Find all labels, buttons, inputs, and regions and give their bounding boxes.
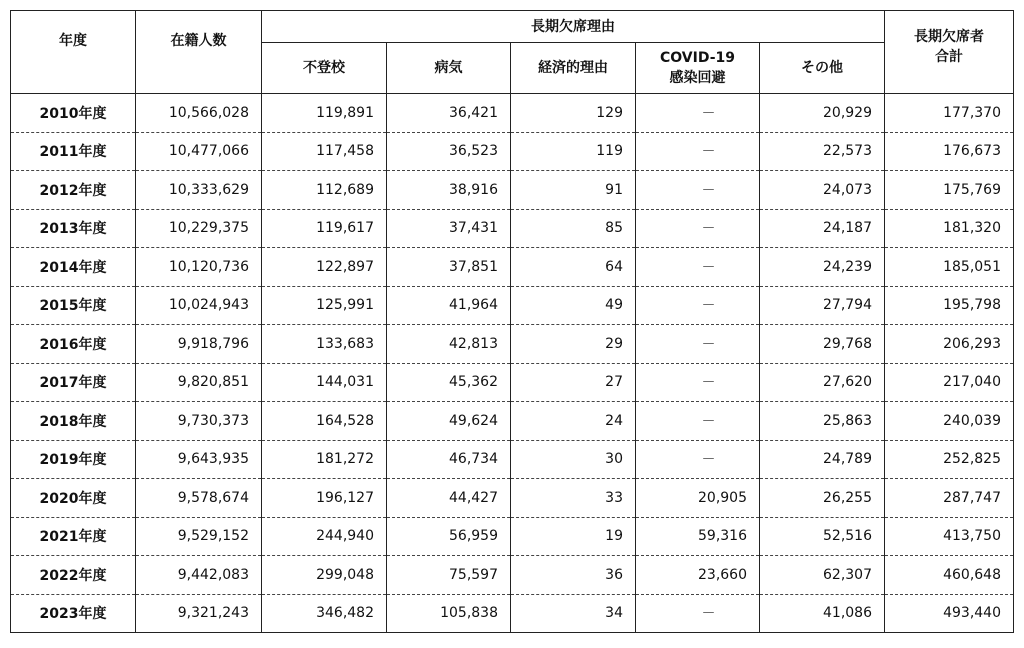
cell-other: 52,516 — [760, 517, 885, 556]
cell-enrolled: 10,229,375 — [136, 209, 262, 248]
cell-total: 206,293 — [885, 325, 1014, 364]
cell-year: 2019年度 — [11, 440, 136, 479]
cell-illness: 36,523 — [387, 132, 511, 171]
cell-enrolled: 9,442,083 — [136, 556, 262, 595]
cell-enrolled: 10,333,629 — [136, 171, 262, 210]
cell-truancy: 125,991 — [262, 286, 387, 325]
cell-total: 177,370 — [885, 94, 1014, 133]
cell-truancy: 122,897 — [262, 248, 387, 287]
cell-truancy: 181,272 — [262, 440, 387, 479]
cell-economic: 33 — [511, 479, 636, 518]
cell-economic: 91 — [511, 171, 636, 210]
cell-year: 2011年度 — [11, 132, 136, 171]
header-reason-group: 長期欠席理由 — [262, 11, 885, 43]
table-row — [11, 402, 1014, 441]
table-row — [11, 517, 1014, 556]
cell-enrolled: 9,529,152 — [136, 517, 262, 556]
cell-illness: 45,362 — [387, 363, 511, 402]
table-row — [11, 286, 1014, 325]
header-covid-line1: COVID-19 — [659, 50, 736, 66]
cell-other: 62,307 — [760, 556, 885, 595]
cell-other: 24,187 — [760, 209, 885, 248]
cell-covid: － — [636, 363, 760, 402]
cell-economic: 49 — [511, 286, 636, 325]
cell-enrolled: 9,321,243 — [136, 594, 262, 633]
cell-enrolled: 9,918,796 — [136, 325, 262, 364]
cell-truancy: 164,528 — [262, 402, 387, 441]
cell-economic: 19 — [511, 517, 636, 556]
cell-illness: 41,964 — [387, 286, 511, 325]
cell-year: 2014年度 — [11, 248, 136, 287]
cell-covid: － — [636, 132, 760, 171]
cell-illness: 37,431 — [387, 209, 511, 248]
table-row — [11, 440, 1014, 479]
cell-truancy: 119,617 — [262, 209, 387, 248]
cell-enrolled: 9,578,674 — [136, 479, 262, 518]
cell-enrolled: 9,643,935 — [136, 440, 262, 479]
table-row — [11, 556, 1014, 595]
header-enrolled: 在籍人数 — [136, 11, 262, 94]
cell-year: 2021年度 — [11, 517, 136, 556]
cell-total: 195,798 — [885, 286, 1014, 325]
header-total-line1: 長期欠席者 — [914, 29, 984, 45]
table-body — [11, 94, 1014, 633]
cell-economic: 129 — [511, 94, 636, 133]
header-covid — [636, 43, 760, 94]
cell-covid: － — [636, 171, 760, 210]
cell-economic: 64 — [511, 248, 636, 287]
cell-covid: － — [636, 402, 760, 441]
cell-total: 185,051 — [885, 248, 1014, 287]
table-row — [11, 94, 1014, 133]
header-total — [885, 11, 1014, 94]
cell-year: 2020年度 — [11, 479, 136, 518]
cell-economic: 34 — [511, 594, 636, 633]
cell-year: 2022年度 — [11, 556, 136, 595]
cell-total: 252,825 — [885, 440, 1014, 479]
cell-total: 287,747 — [885, 479, 1014, 518]
cell-illness: 46,734 — [387, 440, 511, 479]
table-row — [11, 363, 1014, 402]
cell-truancy: 112,689 — [262, 171, 387, 210]
cell-enrolled: 10,024,943 — [136, 286, 262, 325]
cell-total: 240,039 — [885, 402, 1014, 441]
cell-other: 27,620 — [760, 363, 885, 402]
header-illness: 病気 — [387, 43, 511, 94]
cell-illness: 38,916 — [387, 171, 511, 210]
cell-enrolled: 10,120,736 — [136, 248, 262, 287]
table-row — [11, 209, 1014, 248]
cell-total: 181,320 — [885, 209, 1014, 248]
cell-truancy: 299,048 — [262, 556, 387, 595]
cell-year: 2010年度 — [11, 94, 136, 133]
table-row — [11, 132, 1014, 171]
cell-illness: 105,838 — [387, 594, 511, 633]
absence-statistics-table — [10, 10, 1014, 633]
cell-enrolled: 10,566,028 — [136, 94, 262, 133]
cell-economic: 27 — [511, 363, 636, 402]
cell-truancy: 144,031 — [262, 363, 387, 402]
cell-total: 175,769 — [885, 171, 1014, 210]
cell-total: 493,440 — [885, 594, 1014, 633]
cell-economic: 29 — [511, 325, 636, 364]
cell-economic: 30 — [511, 440, 636, 479]
cell-other: 24,789 — [760, 440, 885, 479]
cell-truancy: 133,683 — [262, 325, 387, 364]
cell-illness: 44,427 — [387, 479, 511, 518]
cell-total: 217,040 — [885, 363, 1014, 402]
cell-other: 29,768 — [760, 325, 885, 364]
cell-economic: 36 — [511, 556, 636, 595]
cell-enrolled: 9,820,851 — [136, 363, 262, 402]
table-row — [11, 594, 1014, 633]
table-row — [11, 171, 1014, 210]
cell-other: 22,573 — [760, 132, 885, 171]
cell-covid: 59,316 — [636, 517, 760, 556]
cell-other: 27,794 — [760, 286, 885, 325]
cell-truancy: 346,482 — [262, 594, 387, 633]
cell-other: 26,255 — [760, 479, 885, 518]
cell-year: 2015年度 — [11, 286, 136, 325]
cell-economic: 24 — [511, 402, 636, 441]
cell-illness: 56,959 — [387, 517, 511, 556]
cell-enrolled: 10,477,066 — [136, 132, 262, 171]
table-row — [11, 248, 1014, 287]
cell-covid: 23,660 — [636, 556, 760, 595]
cell-truancy: 244,940 — [262, 517, 387, 556]
cell-year: 2012年度 — [11, 171, 136, 210]
cell-covid: － — [636, 325, 760, 364]
cell-total: 413,750 — [885, 517, 1014, 556]
cell-covid: － — [636, 440, 760, 479]
header-covid-line2: 感染回避 — [669, 70, 726, 86]
cell-illness: 75,597 — [387, 556, 511, 595]
cell-covid: － — [636, 94, 760, 133]
cell-total: 176,673 — [885, 132, 1014, 171]
cell-other: 24,239 — [760, 248, 885, 287]
cell-economic: 119 — [511, 132, 636, 171]
cell-illness: 36,421 — [387, 94, 511, 133]
cell-illness: 42,813 — [387, 325, 511, 364]
header-economic: 経済的理由 — [511, 43, 636, 94]
cell-total: 460,648 — [885, 556, 1014, 595]
cell-covid: 20,905 — [636, 479, 760, 518]
cell-covid: － — [636, 248, 760, 287]
cell-year: 2013年度 — [11, 209, 136, 248]
header-year: 年度 — [11, 11, 136, 94]
cell-year: 2017年度 — [11, 363, 136, 402]
cell-illness: 49,624 — [387, 402, 511, 441]
cell-covid: － — [636, 286, 760, 325]
cell-other: 25,863 — [760, 402, 885, 441]
header-total-line2: 合計 — [935, 49, 963, 65]
table-row — [11, 325, 1014, 364]
table-header — [11, 11, 1014, 94]
cell-truancy: 196,127 — [262, 479, 387, 518]
cell-truancy: 119,891 — [262, 94, 387, 133]
cell-enrolled: 9,730,373 — [136, 402, 262, 441]
header-other: その他 — [760, 43, 885, 94]
cell-year: 2018年度 — [11, 402, 136, 441]
cell-illness: 37,851 — [387, 248, 511, 287]
cell-covid: － — [636, 209, 760, 248]
cell-other: 41,086 — [760, 594, 885, 633]
cell-covid: － — [636, 594, 760, 633]
cell-year: 2016年度 — [11, 325, 136, 364]
header-truancy: 不登校 — [262, 43, 387, 94]
cell-economic: 85 — [511, 209, 636, 248]
cell-truancy: 117,458 — [262, 132, 387, 171]
cell-year: 2023年度 — [11, 594, 136, 633]
cell-other: 20,929 — [760, 94, 885, 133]
table-row — [11, 479, 1014, 518]
cell-other: 24,073 — [760, 171, 885, 210]
